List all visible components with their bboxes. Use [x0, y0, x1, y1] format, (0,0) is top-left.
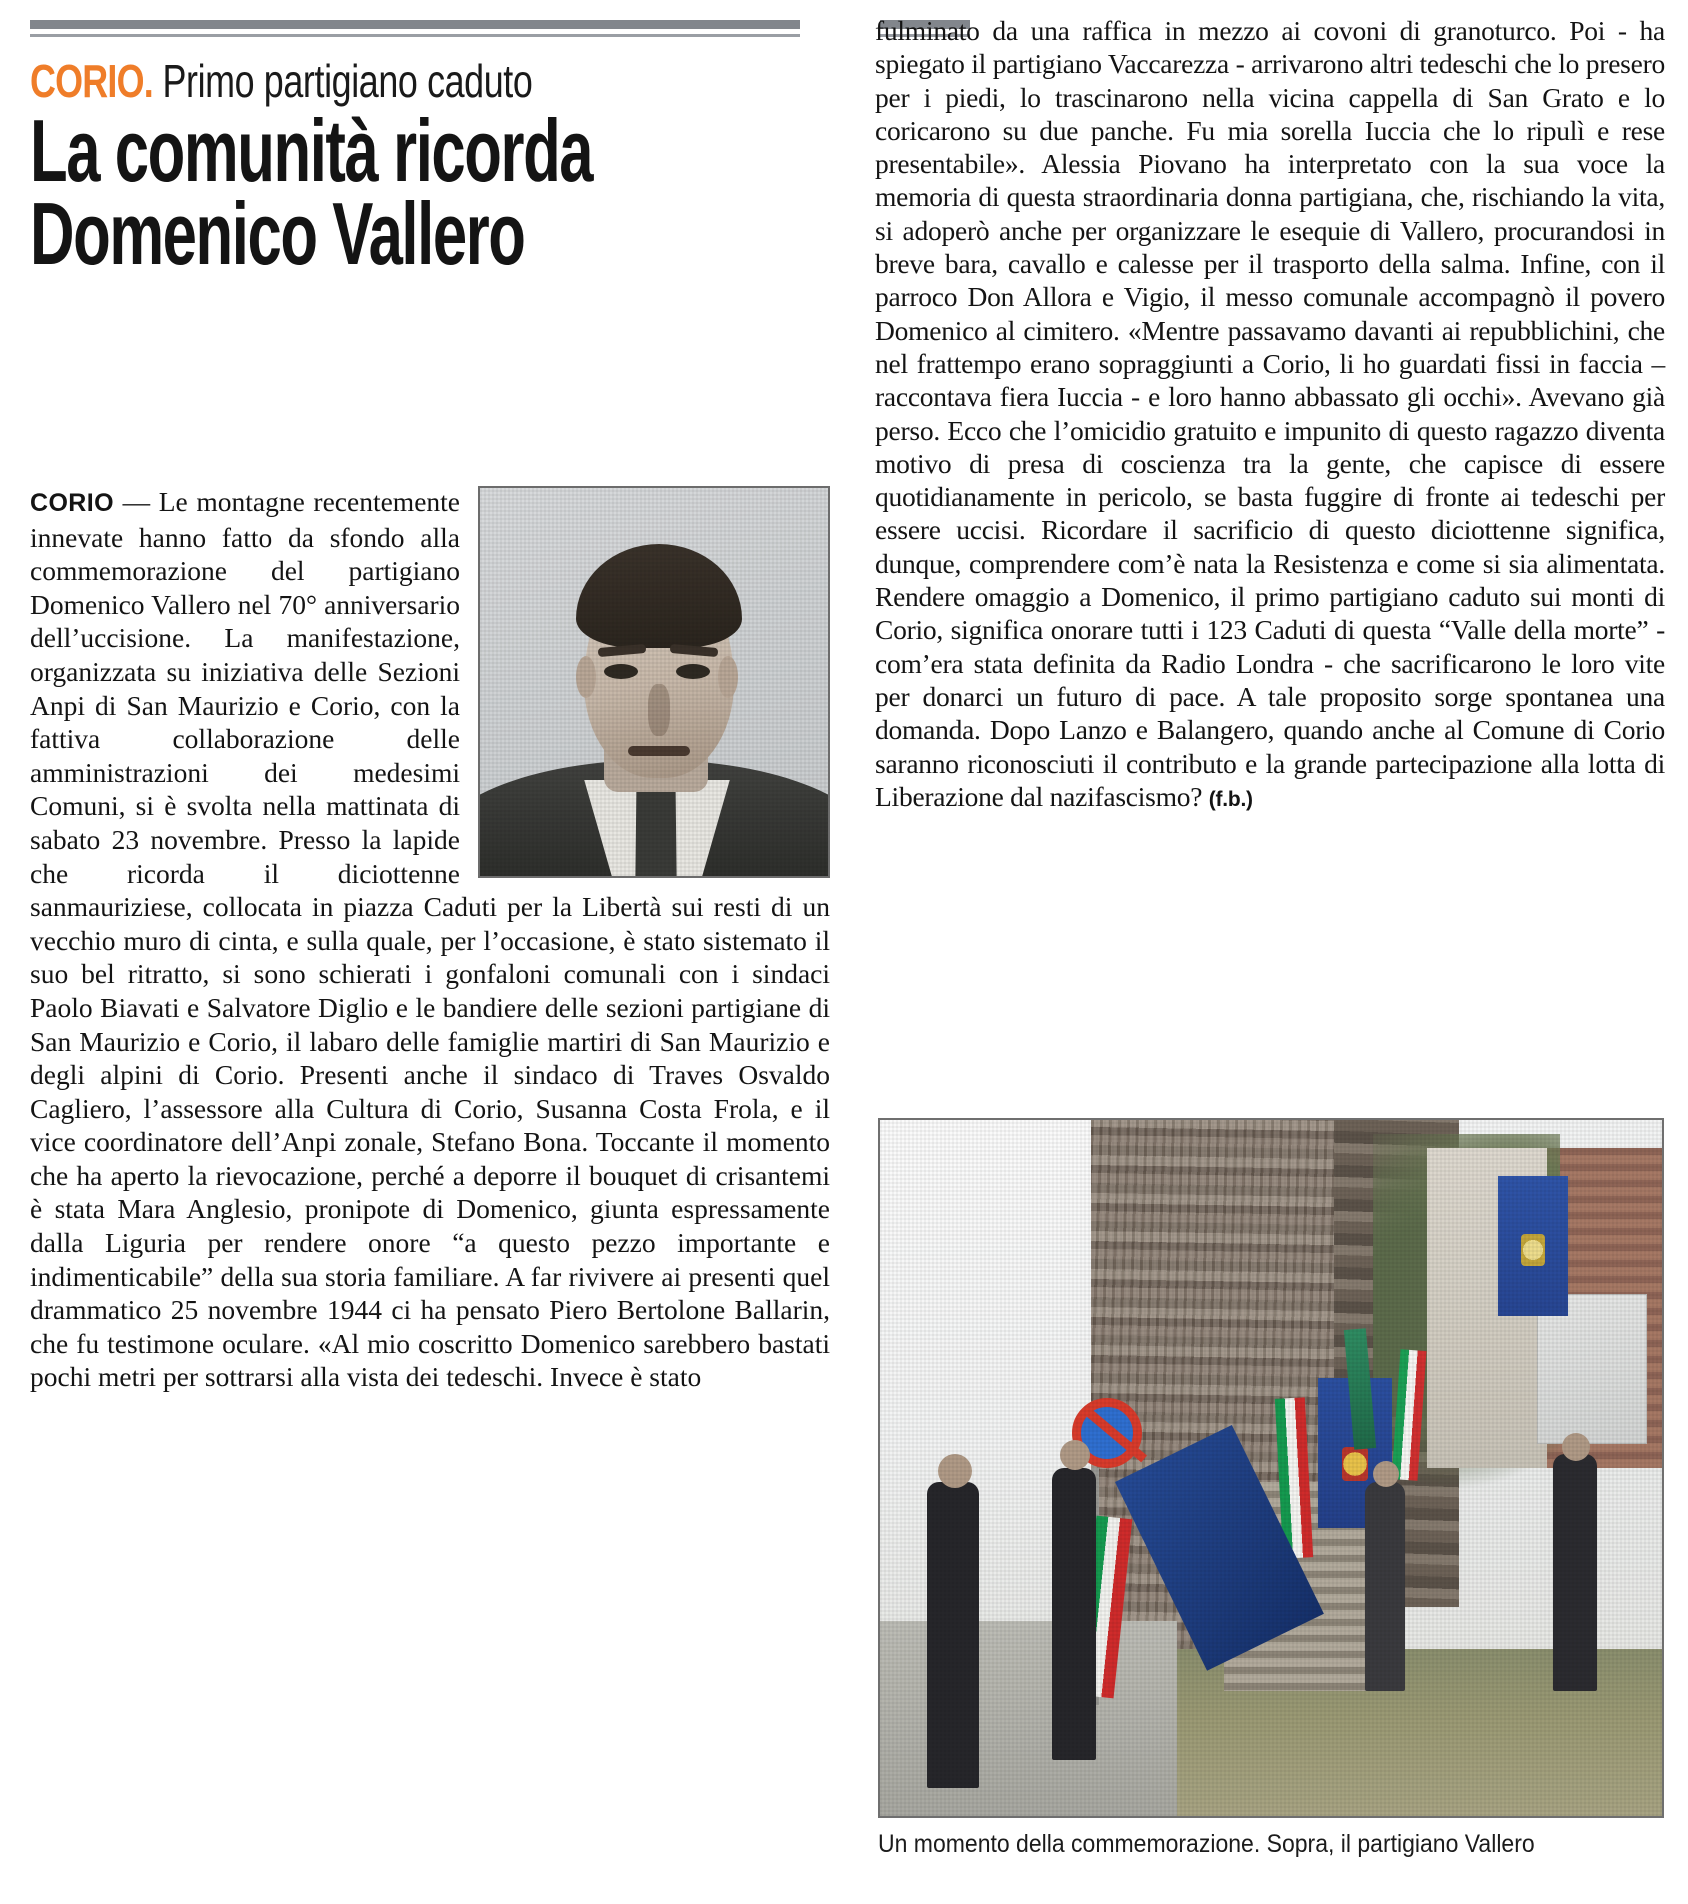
headline-block — [30, 55, 820, 283]
top-rule-left — [30, 20, 800, 37]
body-right-text: fulminato da una raffica in mezzo ai covoni di granoturco. Poi - ha spiegato il partigiano Vaccarezza - arrivarono altri tedeschi che lo presero per i piedi, lo trascinarono nella vicina cappella di San Grato e lo coricarono su due panche. Fu mia sorella Iuccia che lo ripulì e rese presentabile». Alessia Piovano ha interpretato con la sua voce la memoria di questa straordinaria donna partigiana, che, rischiando la vita, si adoperò anche per organizzare le esequie di Vallero, procurandosi in breve bara, cavallo e calesse per il trasporto della salma. Infine, con il parroco Don Allora e Vigio, il messo comunale accompagnò il povero Domenico al cimitero. «Mentre passavamo davanti ai repubblichini, che nel frattempo erano sopraggiunti a Corio, li ho guardati fissi in faccia – raccontava fiera Iuccia - e loro hanno abbassato gli occhi». Avevano già perso. Ecco che l’omicidio gratuito e impunito di questo ragazzo diventa motivo di presa di coscienza tra la gente, che capisce di essere quotidianamente in pericolo, se basta fuggire di fronte ai tedeschi per essere uccisi. Ricordare il sacrificio di questo diciottenne significa, dunque, comprendere com’è nata la Resistenza e come si sia alimentata. Rendere omaggio a Domenico, il primo partigiano caduto sui monti di Corio, significa onorare tutti i 123 Caduti di questa “Valle della morte” - com’era stata definita da Radio Londra - che sacrificarono le loro vite per donarci un futuro di pace. A tale proposito sorge spontanea una domanda. Dopo Lanzo e Balangero, quando anche al Comune di Corio saranno riconosciuti il contributo e la grande partecipazione alla lotta di Liberazione dal nazifascismo? — [875, 15, 1665, 812]
headline-line-2: Domenico Vallero — [30, 183, 525, 283]
kicker-place: CORIO. — [30, 55, 153, 107]
commemoration-photo-block — [878, 1118, 1664, 1859]
article-body-left — [30, 485, 830, 1394]
photo-caption: Un momento della commemorazione. Sopra, il partigiano Vallero — [878, 1830, 1535, 1858]
article-body-right — [875, 14, 1665, 816]
dateline: CORIO — [30, 489, 114, 517]
kicker — [30, 55, 646, 107]
body-left-text: Le montagne recentemente innevate hanno fatto da sfondo alla commemorazione del partigiano Domenico Vallero nel 70° anniversario dell’uccisione. La manifestazione, organizzata su iniziativa delle Sezioni Anpi di San Maurizio e Corio, con la fattiva collaborazione delle amministrazioni dei medesimi Comuni, si è svolta nella mattinata di sabato 23 novembre. Presso la lapide che ricorda il diciottenne sanmauriziese, collocata in piazza Caduti per la Libertà sui resti di un vecchio muro di cinta, e sulla quale, per l’occasione, è stato sistemato il suo bel ritratto, si sono schierati i gonfaloni comunali con i sindaci Paolo Biavati e Salvatore Diglio e le bandiere delle sezioni partigiane di San Maurizio e Corio, il labaro delle famiglie martiri di San Maurizio e degli alpini di Corio. Presenti anche il sindaco di Traves Osvaldo Cagliero, l’assessore alla Cultura di Corio, Susanna Costa Frola, e il vice coordinatore dell’Anpi zonale, Stefano Bona. Toccante il momento che ha aperto la rievocazione, perché a deporre il bouquet di crisantemi è stata Mara Anglesio, pronipote di Domenico, giunta espressamente dalla Liguria per rendere onore “a questo pezzo importante e indimenticabile” della sua storia familiare. A far rivivere ai presenti quel drammatico 25 novembre 1944 ci ha pensato Piero Bertolone Ballarin, che fu testimone oculare. «Al mio coscritto Domenico sarebbero bastati pochi metri per sottrarsi alla vista dei tedeschi. Invece è stato — [30, 486, 830, 1393]
rule-thick — [30, 20, 800, 29]
portrait-grain-overlay — [480, 488, 828, 876]
rule-thin — [30, 34, 800, 37]
photo-grain-overlay — [880, 1120, 1662, 1816]
portrait-photo-vallero — [478, 486, 830, 878]
author-byline: (f.b.) — [1208, 787, 1253, 811]
article-body-right-wrap — [875, 14, 1665, 816]
page-title — [30, 101, 593, 283]
commemoration-photo — [878, 1118, 1664, 1818]
dateline-dash: — — [113, 486, 159, 517]
headline-line-1: La comunità ricorda — [30, 101, 593, 200]
kicker-text: Primo partigiano caduto — [152, 55, 533, 107]
